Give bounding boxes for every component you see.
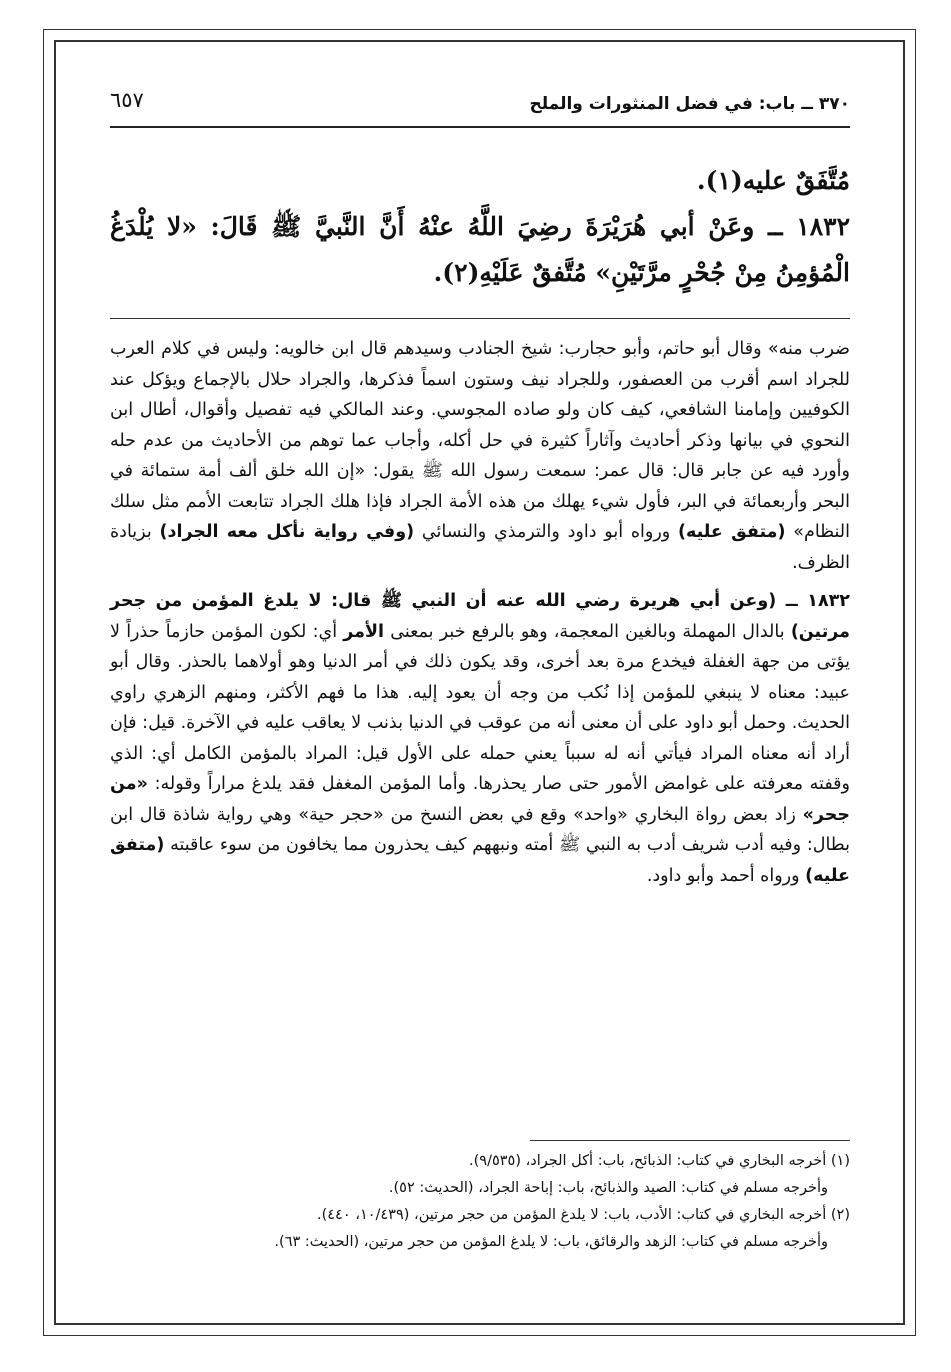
running-head: ٣٧٠ ــ باب: في فضل المنثورات والملح (529, 94, 850, 114)
footnote-1: (١) أخرجه البخاري في كتاب: الذبائح، باب: أكل الجراد، (٩/٥٣٥). (469, 1153, 850, 1169)
commentary-paragraph (110, 586, 850, 891)
commentary-text: بزيادة الظرف. (110, 522, 850, 573)
text-separator (110, 318, 850, 319)
commentary-text: ورواه أحمد وأبو داود. (646, 865, 806, 886)
commentary-section (110, 334, 850, 899)
footnote-2-cont: وأخرجه مسلم في كتاب: الزهد والرقائق، باب: لا يلدغ المؤمن من حجر مرتين، (الحديث: ٦٣). (274, 1234, 828, 1250)
muttafaq-line: مُتَّفَقٌ عليه(١). (696, 166, 850, 195)
commentary-bold: (متفق عليه) (110, 835, 850, 886)
footnotes (110, 1148, 850, 1256)
commentary-text: ضرب منه» وقال أبو حاتم، وأبو حجارب: شيخ الجنادب وسيدهم قال ابن خالويه: وليس في كلام العرب للجراد اسم أقرب من العصفور، وللجراد نيف وستون اسماً فذكرها، والجراد حلال بالإجماع ويؤكل عند الكوفيين وإمامنا الشافعي، كيف كان ولو صاده المجوسي. وعند المالكي فيه تفصيل وأقوال، أطال ابن النحوي في بيانها وذكر أحاديث وآثاراً كثيرة في حل أكله، وأجاب عما توهم من الأحاديث من عدم حله وأورد فيه عن جابر قال: قال عمر: سمعت رسول الله ﷺ يقول: «إن الله خلق ألف أمة ستمائة في البحر وأربعمائة في البر، فأول شيء يهلك من هذه الأمة الجراد فإذا هلك الجراد تتابعت الأمم مثل سلك النظام» (110, 339, 850, 542)
commentary-text: بالدال المهملة وبالغين المعجمة، وهو بالرفع خبر بمعنى (384, 621, 791, 642)
commentary-bold: (وفي رواية نأكل معه الجراد) (159, 522, 415, 542)
footnote-2: (٢) أخرجه البخاري في كتاب: الأدب، باب: لا يلدغ المؤمن من حجر مرتين، (١٠/٤٣٩، ٤٤٠). (316, 1207, 850, 1223)
commentary-bold: ١٨٣٢ ــ (وعن أبي هريرة رضي الله عنه أن النبي ﷺ قال: لا يلدغ المؤمن من جحر مرتين) (110, 591, 850, 642)
commentary-text: زاد بعض رواة البخاري «واحد» وقع في بعض النسخ من «حجر حية» وهي رواية شاذة قال ابن بطال: وفيه أدب شريف أدب به النبي ﷺ أمته ونبههم كيف يحذرون مما يخافون من سوء عاقبته (110, 804, 850, 855)
commentary-bold: «من جحر» (110, 774, 850, 825)
page-number: ٦٥٧ (110, 88, 144, 112)
footnote-separator (530, 1140, 850, 1141)
hadith-main-text (110, 158, 850, 296)
commentary-text: ورواه أبو داود والترمذي والنسائي (414, 522, 678, 542)
commentary-bold: (متفق عليه) (678, 522, 786, 542)
commentary-text: أي: لكون المؤمن حازماً حذراً لا يؤتى من جهة الغفلة فيخدع مرة بعد أخرى، وقد يكون ذلك في أمر الدنيا وهو أولاهما بالحذر. وقال أبو عبيد: معناه لا ينبغي للمؤمن إذا نُكب من وجه أن يعود إليه. هذا ما فهم الأكثر، ومنهم الزهري راوي الحديث. وحمل أبو داود على أن معنى أنه من عوقب في الدنيا بذنب لا يعاقب عليه في الآخرة. قيل: فإن أراد أنه معناه المراد فيأتي أنه له سبباً يعني حمله على الأول قيل: المراد بالمؤمن الكامل أي: الذي وقفته معرفته على غوامض الأمور حتى صار يحذرها. وأما المؤمن المغفل فقد يلدغ مراراً وقوله: (110, 621, 850, 794)
commentary-bold: الأمر (343, 621, 385, 642)
hadith-1832: ١٨٣٢ ــ وعَنْ أبي هُرَيْرَةَ رضِيَ اللَّهُ عنْهُ أَنَّ النَّبيَّ ﷺ قَالَ: «لا يُلْدَغُ الْمُؤمِنُ مِنْ جُحْرٍ مرَّتَيْنِ» مُتَّفقٌ عَلَيْهِ(٢). (110, 212, 850, 287)
page-header (110, 88, 850, 128)
commentary-paragraph (110, 334, 850, 578)
footnote-1-cont: وأخرجه مسلم في كتاب: الصيد والذبائح، باب: إباحة الجراد، (الحديث: ٥٢). (388, 1180, 828, 1196)
